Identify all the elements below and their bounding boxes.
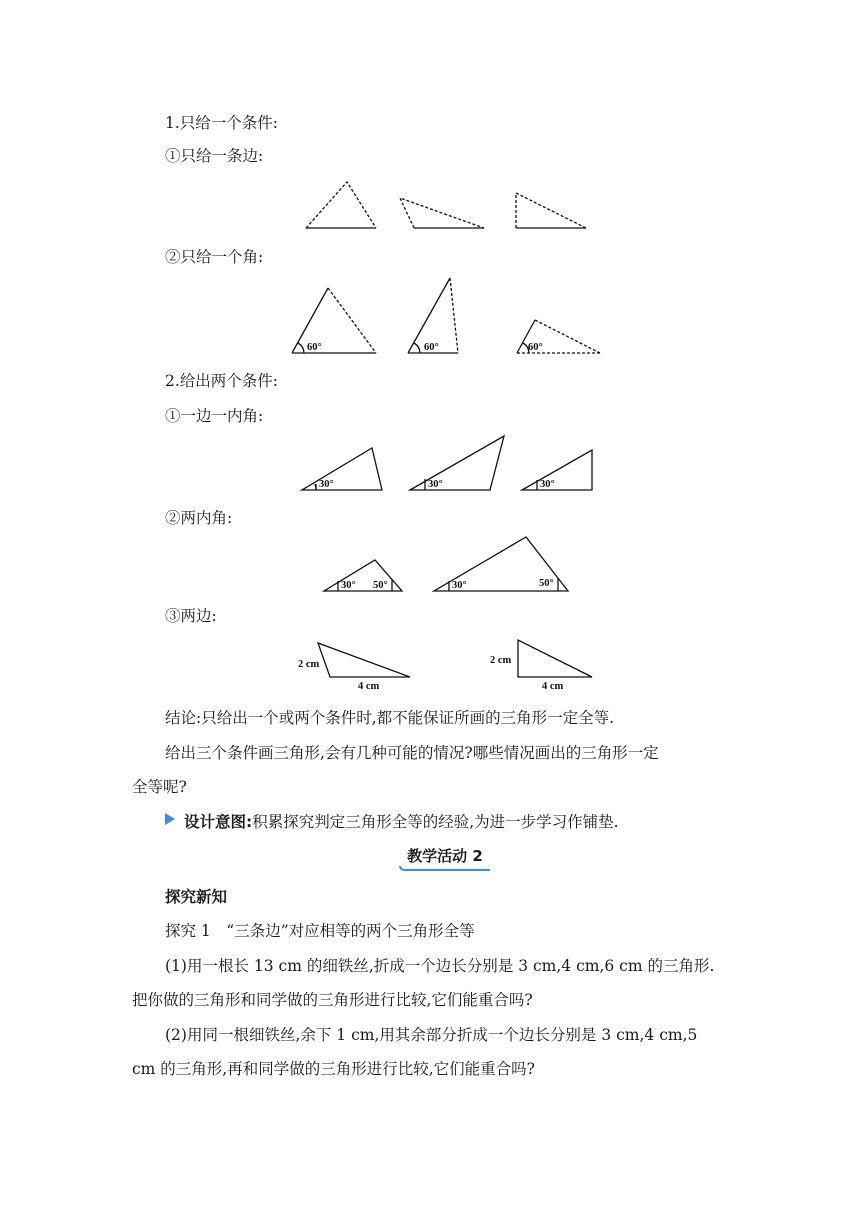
question-line-2: 全等呢? xyxy=(132,778,187,796)
question-line-1: 给出三个条件画三角形,会有几种可能的情况?哪些情况画出的三角形一定 xyxy=(165,744,659,762)
play-marker-icon xyxy=(165,813,175,825)
problem-2-line-1: (2)用同一根细铁丝,余下 1 cm,用其余部分折成一个边长分别是 3 cm,4 cm,5 xyxy=(165,1026,698,1044)
item-two-sides: ③两边: xyxy=(165,607,217,625)
angle-label: 30° xyxy=(428,479,443,490)
angle-label: 60° xyxy=(424,342,439,353)
triangle-one-side-3 xyxy=(516,193,586,228)
conclusion-text: 结论:只给出一个或两个条件时,都不能保证所画的三角形一定全等. xyxy=(165,709,615,727)
triangle-side-angle-3 xyxy=(522,450,592,490)
side-label: 4 cm xyxy=(358,681,380,692)
side-label: 2 cm xyxy=(490,655,512,666)
item-one-angle: ②只给一个角: xyxy=(165,248,264,266)
item-two-conditions: 2.给出两个条件: xyxy=(165,372,279,390)
triangle-one-side-1 xyxy=(306,182,376,228)
problem-1-line-2: 把你做的三角形和同学做的三角形进行比较,它们能重合吗? xyxy=(132,991,533,1009)
angle-label: 50° xyxy=(539,578,554,589)
triangle-two-angles-1 xyxy=(324,560,402,591)
section-title: 探究新知 xyxy=(165,888,228,906)
item-one-side: ①只给一条边: xyxy=(165,147,264,165)
angle-label: 60° xyxy=(307,342,322,353)
angle-label: 30° xyxy=(452,580,467,591)
item-one-condition: 1.只给一个条件: xyxy=(165,114,279,132)
angle-label: 30° xyxy=(341,580,356,591)
triangle-side-angle-2 xyxy=(410,436,504,490)
triangle-one-angle-1 xyxy=(292,288,376,353)
design-intent-text: 积累探究判定三角形全等的经验,为进一步学习作铺垫. xyxy=(252,813,619,831)
problem-2-line-2: cm 的三角形,再和同学做的三角形进行比较,它们能重合吗? xyxy=(132,1060,535,1078)
problem-1-line-1: (1)用一根长 13 cm 的细铁丝,折成一个边长分别是 3 cm,4 cm,6 cm 的三角形. xyxy=(165,957,715,975)
badge-underline xyxy=(400,866,490,870)
triangle-two-sides-1 xyxy=(318,643,410,677)
triangle-two-sides-2 xyxy=(518,640,592,677)
angle-label: 60° xyxy=(528,342,543,353)
item-two-angles: ②两内角: xyxy=(165,509,233,527)
angle-label: 50° xyxy=(373,580,388,591)
explore-title: 探究 1 “三条边”对应相等的两个三角形全等 xyxy=(165,922,475,940)
design-intent-label: 设计意图: xyxy=(184,813,253,831)
activity-badge: 教学活动 2 xyxy=(407,847,483,865)
side-label: 4 cm xyxy=(542,681,564,692)
angle-label: 30° xyxy=(540,479,555,490)
triangle-side-angle-1 xyxy=(302,448,382,490)
angle-label: 30° xyxy=(319,479,334,490)
triangle-one-side-2 xyxy=(400,198,484,228)
item-side-angle: ①一边一内角: xyxy=(165,407,264,425)
side-label: 2 cm xyxy=(298,659,320,670)
